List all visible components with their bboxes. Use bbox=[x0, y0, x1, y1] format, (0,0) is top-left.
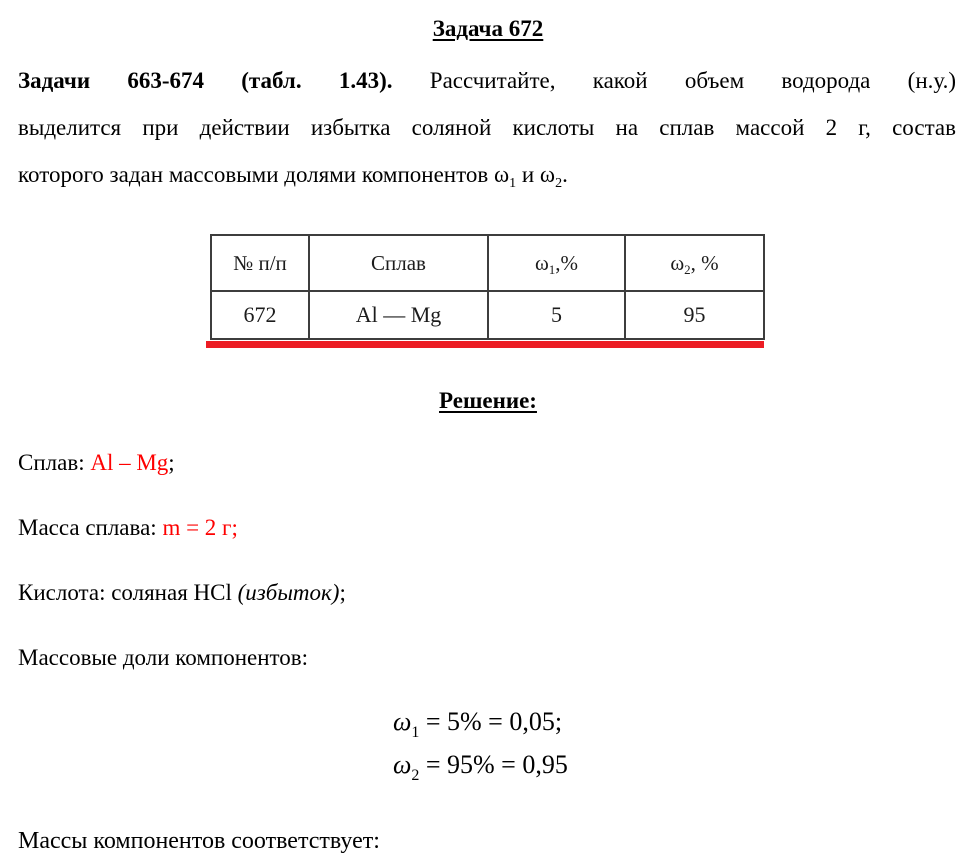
page-title bbox=[0, 12, 976, 46]
omega1-subscript: 1 bbox=[509, 176, 517, 191]
alloy-value: Al – Mg bbox=[90, 450, 169, 475]
table-header-row bbox=[211, 235, 764, 291]
column-header-omega2-subscript: 2 bbox=[684, 261, 691, 277]
formula-omega2-value: = 95% = 0,95 bbox=[419, 750, 568, 779]
formula-omega2-symbol: ω bbox=[393, 750, 412, 779]
cell-problem-number: 672 bbox=[211, 291, 309, 339]
formula-omega2-subscript: 2 bbox=[411, 767, 420, 784]
formula-omega1 bbox=[393, 700, 568, 743]
problem-text-and: и bbox=[516, 162, 540, 187]
problem-range-label: Задачи 663-674 (табл. 1.43). bbox=[18, 68, 393, 93]
problem-statement-line-3 bbox=[18, 151, 956, 199]
acid-end: ; bbox=[339, 580, 346, 605]
cell-omega1-value: 5 bbox=[488, 291, 625, 339]
red-divider-line bbox=[206, 341, 764, 348]
column-header-omega1-subscript: 1 bbox=[548, 261, 556, 277]
formula-omega1-subscript: 1 bbox=[411, 724, 420, 741]
solution-line-mass bbox=[18, 511, 956, 545]
cell-alloy: Al — Mg bbox=[309, 291, 488, 339]
cell-omega2-value: 95 bbox=[625, 291, 764, 339]
column-header-omega2 bbox=[625, 235, 764, 291]
problem-text-3: которого задан массовыми долями компонентов bbox=[18, 162, 494, 187]
column-header-omega2-unit: , % bbox=[690, 250, 719, 275]
page-title-text: Задача 672 bbox=[432, 16, 544, 41]
conditions-table bbox=[210, 234, 765, 340]
omega2-subscript: 2 bbox=[555, 176, 563, 191]
problem-statement-line-2 bbox=[18, 104, 956, 152]
problem-text-2: выделится при действии избытка соляной кислоты на сплав массой 2 г, состав bbox=[18, 115, 956, 140]
acid-note: (избыток) bbox=[237, 580, 340, 605]
problem-text-end: . bbox=[562, 162, 568, 187]
column-header-omega1 bbox=[488, 235, 625, 291]
alloy-label: Сплав: bbox=[18, 450, 91, 475]
formula-omega1-value: = 5% = 0,05; bbox=[419, 707, 563, 736]
column-header-number bbox=[211, 235, 309, 291]
solution-line-acid bbox=[18, 576, 956, 610]
omega2-symbol: ω bbox=[539, 162, 556, 187]
column-header-omega1-unit: ,% bbox=[555, 250, 579, 275]
column-header-omega2-symbol: ω bbox=[670, 250, 685, 275]
mass-value: m = 2 г; bbox=[162, 515, 238, 540]
table-data-row bbox=[211, 291, 764, 339]
solution-heading-text: Решение: bbox=[439, 388, 537, 413]
problem-text-1: Рассчитайте, какой объем водорода (н.у.) bbox=[429, 68, 956, 93]
fractions-label: Массовые доли компонентов: bbox=[18, 645, 309, 670]
problem-statement-line-1 bbox=[18, 57, 956, 105]
omega1-symbol: ω bbox=[493, 162, 510, 187]
column-header-alloy bbox=[309, 235, 488, 291]
formula-omega2 bbox=[393, 743, 568, 786]
formula-omega1-symbol: ω bbox=[393, 707, 412, 736]
solution-heading bbox=[0, 384, 976, 418]
mass-label: Масса сплава: bbox=[18, 515, 163, 540]
column-header-number-label: № п/п bbox=[233, 250, 287, 275]
conditions-table-wrapper bbox=[210, 234, 765, 340]
solution-line-alloy bbox=[18, 446, 956, 480]
acid-label: Кислота: соляная HCl bbox=[18, 580, 238, 605]
solution-line-fractions bbox=[18, 641, 956, 675]
next-section-text: Массы компонентов соответствует: bbox=[18, 828, 380, 854]
alloy-end: ; bbox=[168, 450, 175, 475]
formulas-block bbox=[393, 700, 568, 786]
column-header-alloy-label: Сплав bbox=[371, 250, 426, 275]
column-header-omega1-symbol: ω bbox=[534, 250, 549, 275]
next-section-label bbox=[18, 824, 380, 854]
